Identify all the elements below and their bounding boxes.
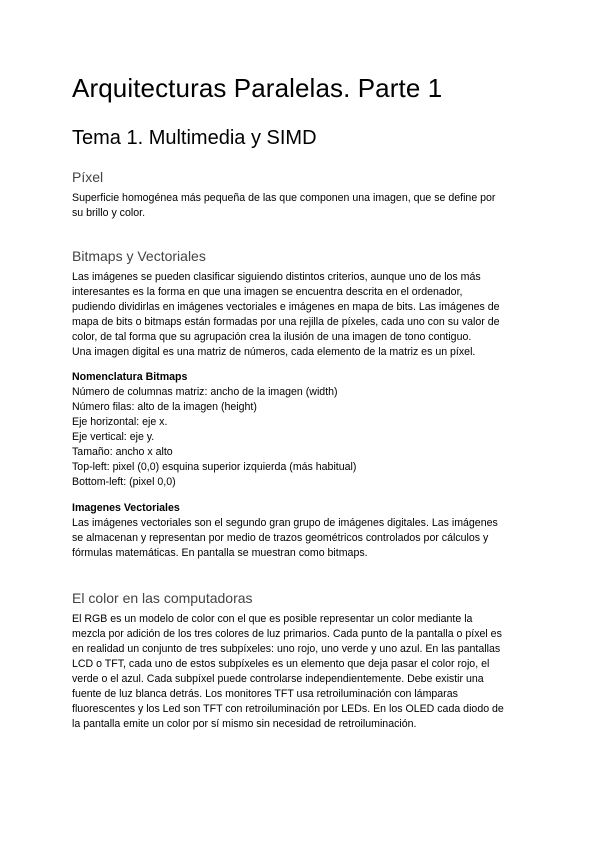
list-item: Número de columnas matriz: ancho de la imagen (width) xyxy=(72,386,338,398)
paragraph-line: verde o el azul. Cada subpíxel puede controlarse independientemente. Debe existir una xyxy=(72,673,484,685)
paragraph-line: Las imágenes vectoriales son el segundo gran grupo de imágenes digitales. Las imágenes xyxy=(72,517,498,529)
paragraph-line: fuente de luz blanca detrás. Los monitores TFT usa retroiluminación con lámparas xyxy=(72,688,458,700)
section-bitmaps xyxy=(72,247,528,561)
paragraph-line: fluorescentes y los Led son TFT con retroiluminación por LEDs. En los OLED cada diodo de xyxy=(72,703,504,715)
section-color xyxy=(72,589,528,732)
nomenclatura-list xyxy=(72,385,528,490)
vectoriales-paragraph xyxy=(72,516,528,561)
paragraph-line: mezcla por adición de los tres colores de luz primarios. Cada punto de la pantalla o píxel es xyxy=(72,628,502,640)
paragraph-line: El RGB es un modelo de color con el que es posible representar un color mediante la xyxy=(72,613,473,625)
paragraph-line: fórmulas matemáticas. En pantalla se muestran como bitmaps. xyxy=(72,547,368,559)
section-pixel xyxy=(72,168,528,221)
vectoriales-block xyxy=(72,501,528,561)
paragraph-line: la pantalla emite un color por sí mismo sin necesidad de retroiluminación. xyxy=(72,718,417,730)
section-heading-color: El color en las computadoras xyxy=(72,590,253,606)
paragraph-line: interesantes es la forma en que una imagen se encuentra descrita en el ordenador, xyxy=(72,286,463,298)
paragraph-line: se almacenan y representan por medio de trazos geométricos controlados por cálculos y xyxy=(72,532,489,544)
list-item: Eje vertical: eje y. xyxy=(72,431,155,443)
paragraph-line: en realidad un conjunto de tres subpíxeles: uno rojo, uno verde y uno azul. En las pantallas xyxy=(72,643,501,655)
paragraph-line: LCD o TFT, cada uno de estos subpíxeles es un elemento que deja pasar el color rojo, el xyxy=(72,658,490,670)
pixel-paragraph xyxy=(72,191,528,221)
list-item: Top-left: pixel (0,0) esquina superior izquierda (más habitual) xyxy=(72,461,357,473)
paragraph-line: mapa de bits o bitmaps están formadas por una rejilla de píxeles, cada uno con su valor de xyxy=(72,316,500,328)
nomenclatura-heading: Nomenclatura Bitmaps xyxy=(72,371,188,383)
list-item: Tamaño: ancho x alto xyxy=(72,446,173,458)
paragraph-line: Superficie homogénea más pequeña de las que componen una imagen, que se define por xyxy=(72,192,496,204)
document-page xyxy=(72,72,528,732)
bitmaps-paragraph xyxy=(72,270,528,360)
paragraph-line: su brillo y color. xyxy=(72,207,146,219)
paragraph-line: color, de tal forma que su agrupación crea la ilusión de una imagen de tono contiguo. xyxy=(72,331,472,343)
paragraph-line: Una imagen digital es una matriz de números, cada elemento de la matriz es un píxel. xyxy=(72,346,476,358)
color-paragraph xyxy=(72,612,528,732)
list-item: Número filas: alto de la imagen (height) xyxy=(72,401,257,413)
paragraph-line: pudiendo dividirlas en imágenes vectoriales e imágenes en mapa de bits. Las imágenes de xyxy=(72,301,500,313)
document-subtitle: Tema 1. Multimedia y SIMD xyxy=(72,127,317,149)
section-heading-pixel: Píxel xyxy=(72,169,104,185)
list-item: Eje horizontal: eje x. xyxy=(72,416,168,428)
document-title: Arquitecturas Paralelas. Parte 1 xyxy=(72,73,443,103)
list-item: Bottom-left: (pixel 0,0) xyxy=(72,476,176,488)
paragraph-line: Las imágenes se pueden clasificar siguiendo distintos criterios, aunque uno de los más xyxy=(72,271,481,283)
section-heading-bitmaps: Bitmaps y Vectoriales xyxy=(72,248,206,264)
vectoriales-heading: Imagenes Vectoriales xyxy=(72,502,180,514)
nomenclatura-block xyxy=(72,370,528,490)
